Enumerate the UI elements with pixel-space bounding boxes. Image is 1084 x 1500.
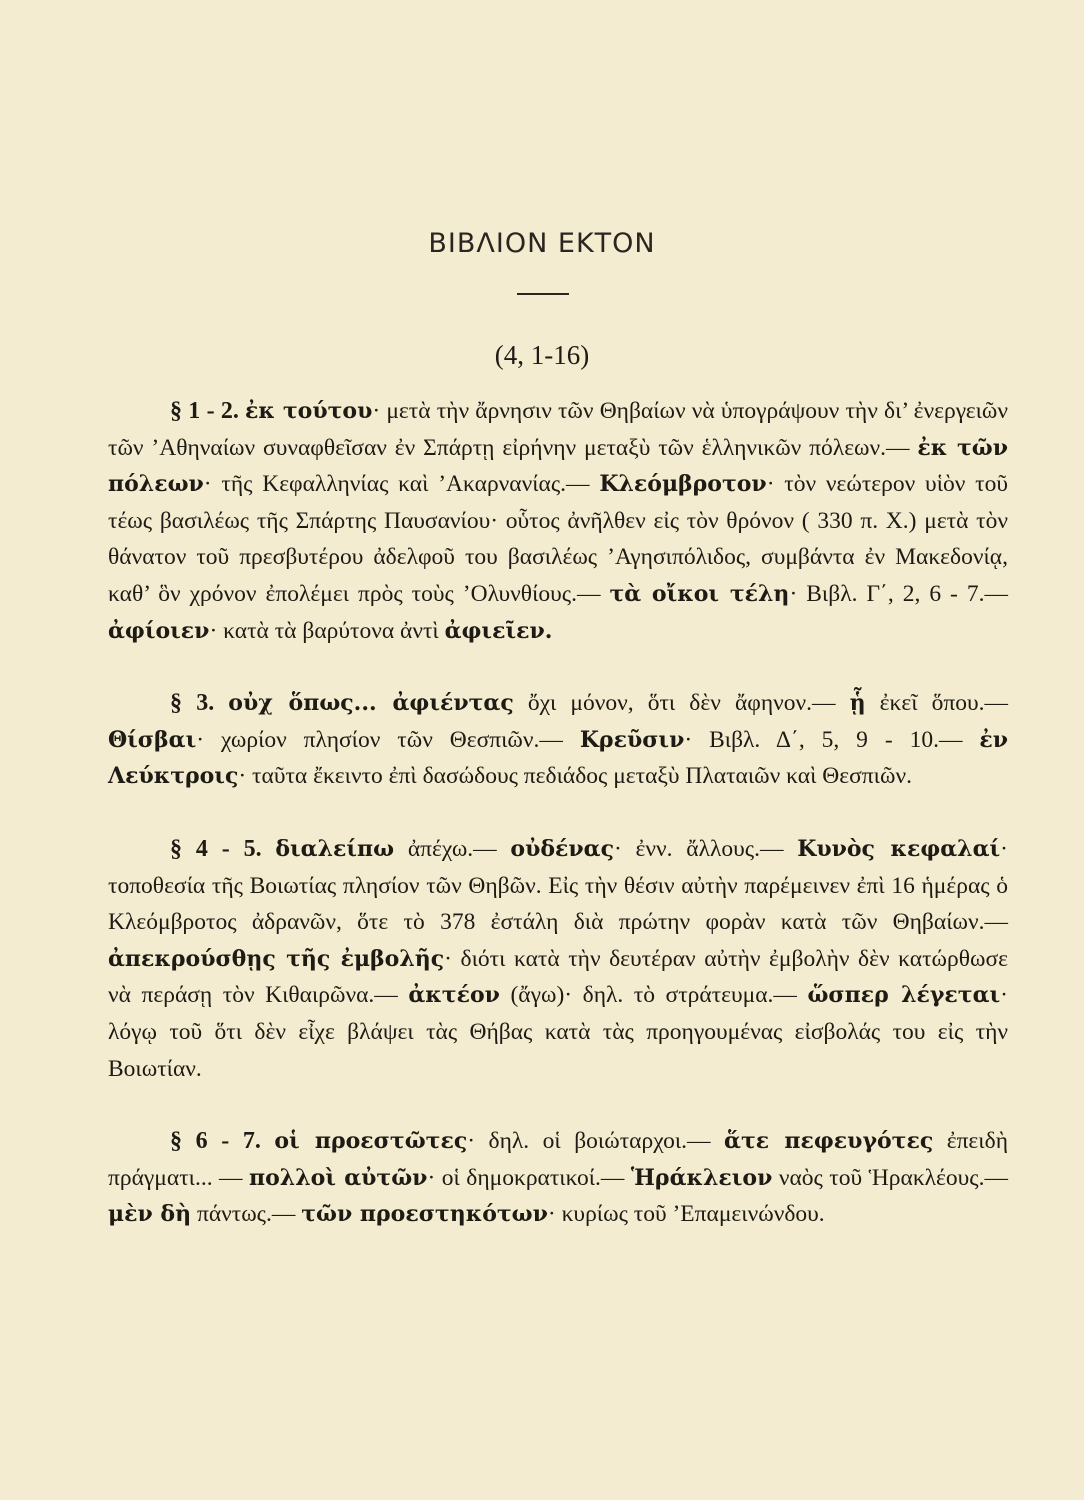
gloss-text: · λόγῳ τοῦ ὅτι δὲν εἶχε βλάψει τὰς Θήβας κατὰ τὰς προηγουμένας εἰσβολάς του εἰς τὴν Βοιωτίαν.: [108, 982, 1008, 1082]
lemma-term: ἐκ τούτου: [245, 398, 373, 424]
section-number: § 1 - 2.: [170, 398, 239, 424]
lemma-term: ὥσπερ λέγεται: [807, 982, 1001, 1009]
gloss-text: · τὸν νεώτερον υἱὸν τοῦ τέως βασιλέως τῆς Σπάρτης Παυσανίου· οὗτος ἀνῆλθεν εἰς τὸν θρόνον ( 330 π. Χ.) μετὰ τὸν θάνατον τοῦ πρεσβυτέρου ἀδελφοῦ του βασιλέως ’Αγησιπόλιδος, συμβάντα ἐν Μακεδονίᾳ, καθ’ ὃν χρόνον ἐπολέμει πρὸς τοὺς ’Ολυνθίους.—: [108, 471, 1009, 607]
gloss-text: · τοποθεσία τῆς Βοιωτίας πλησίον τῶν Θηβῶν. Εἰς τὴν θέσιν αὐτὴν παρέμεινεν ἐπὶ 16 ἡμέρας ὁ Κλεόμβροτος ἀδρανῶν, ὅτε τὸ 378 ἐστάλη διὰ πρώτην φορὰν κατὰ τῶν Θηβαίων.—: [108, 835, 1008, 936]
lemma-term: ἀφίοιεν: [108, 617, 210, 644]
gloss-text: · Βιβλ. Δ΄, 5, 9 - 10.—: [684, 726, 980, 753]
lemma-term: τῶν προεστηκότων: [301, 1201, 548, 1228]
lemma-term: Κλεόμβροτον: [599, 471, 767, 498]
gloss-text: [262, 836, 276, 862]
lemma-term: ἐκ τῶν πόλεων: [108, 434, 1008, 498]
commentary-paragraph: [108, 831, 1008, 1087]
lemma-term: πολλοὶ αὐτῶν: [249, 1164, 428, 1191]
gloss-text: · Βιβλ. Γ΄, 2, 6 - 7.—: [789, 580, 1008, 607]
lemma-term: ἀπεκρούσθῃς τῆς ἐμβολῆς: [108, 945, 445, 972]
gloss-text: ὄχι μόνον, ὅτι δὲν ἄφηνον.—: [513, 690, 850, 717]
gloss-text: · κυρίως τοῦ ’Επαμεινώνδου.: [547, 1201, 825, 1228]
lemma-term: ἀφιεῖεν.: [444, 617, 553, 644]
section-number: § 4 - 5.: [170, 835, 262, 862]
lemma-term: οὐδένας: [510, 835, 614, 862]
lemma-term: ἀκτέον: [408, 982, 500, 1009]
section-number: § 6 - 7.: [170, 1128, 261, 1155]
gloss-text: (ἄγω)· δηλ. τὸ στράτευμα.—: [499, 982, 808, 1009]
commentary-paragraph: [108, 685, 1008, 795]
gloss-text: · τῆς Κεφαλληνίας καὶ ’Ακαρνανίας.—: [203, 471, 600, 498]
gloss-text: · κατὰ τὰ βαρύτονα ἀντὶ: [209, 617, 445, 644]
gloss-text: · διότι κατὰ τὴν δευτέραν αὐτὴν ἐμβολὴν δὲν κατώρθωσε νὰ περάσῃ τὸν Κιθαιρῶνα.—: [108, 945, 1009, 1009]
lemma-term: οὐχ ὅπως... ἀφιέντας: [228, 690, 514, 717]
gloss-text: · μετὰ τὴν ἄρνησιν τῶν Θηβαίων νὰ ὑπογράψουν τὴν δι’ ἐνεργειῶν τῶν ’Αθηναίων συναφθεῖσαν ἐν Σπάρτῃ εἰρήνην μεταξὺ τῶν ἑλληνικῶν πόλεων.—: [108, 398, 1008, 461]
lemma-term: μὲν δὴ: [108, 1201, 192, 1228]
commentary-paragraph: [108, 1123, 1008, 1233]
gloss-text: ναὸς τοῦ Ἡρακλέους.—: [772, 1164, 1008, 1191]
gloss-text: · χωρίον πλησίον τῶν Θεσπιῶν.—: [196, 726, 580, 753]
gloss-text: · ταῦτα ἔκειντο ἐπὶ δασώδους πεδιάδος μεταξὺ Πλαταιῶν καὶ Θεσπιῶν.: [238, 763, 912, 790]
gloss-text: · οἱ δημοκρατικοί.—: [427, 1164, 631, 1191]
gloss-text: πάντως.—: [191, 1201, 302, 1228]
lemma-term: Κρεῦσιν: [579, 726, 685, 753]
section-reference: (4, 1-16): [494, 340, 590, 370]
gloss-text: · δηλ. οἱ βοιώταρχοι.—: [467, 1128, 725, 1155]
lemma-term: τὰ οἴκοι τέλη: [609, 580, 790, 607]
lemma-term: ἅτε πεφευγότες: [724, 1128, 934, 1155]
lemma-term: διαλείπω: [275, 835, 395, 862]
lemma-term: Ἡράκλειον: [630, 1164, 773, 1191]
gloss-text: [214, 690, 228, 716]
gloss-text: · ἐνν. ἄλλους.—: [613, 835, 798, 862]
lemma-term: ᾗ: [849, 690, 866, 717]
lemma-term: οἱ προεστῶτες: [274, 1128, 468, 1155]
gloss-text: [261, 1128, 274, 1154]
title-divider: [517, 293, 569, 295]
commentary-paragraph: [108, 393, 1008, 649]
lemma-term: ἐν Λεύκτροις: [108, 726, 1008, 790]
gloss-text: ἐπειδὴ πράγματι... —: [108, 1128, 1008, 1191]
section-number: § 3.: [170, 690, 215, 717]
lemma-term: Κυνὸς κεφαλαί: [797, 835, 1001, 862]
gloss-text: ἐκεῖ ὅπου.—: [865, 690, 1009, 717]
gloss-text: ἀπέχω.—: [394, 835, 511, 862]
lemma-term: Θίσβαι: [108, 726, 197, 753]
commentary-text: [108, 393, 1008, 1233]
book-title: ΒΙΒΛΙΟΝ ΕΚΤΟΝ: [428, 228, 656, 259]
